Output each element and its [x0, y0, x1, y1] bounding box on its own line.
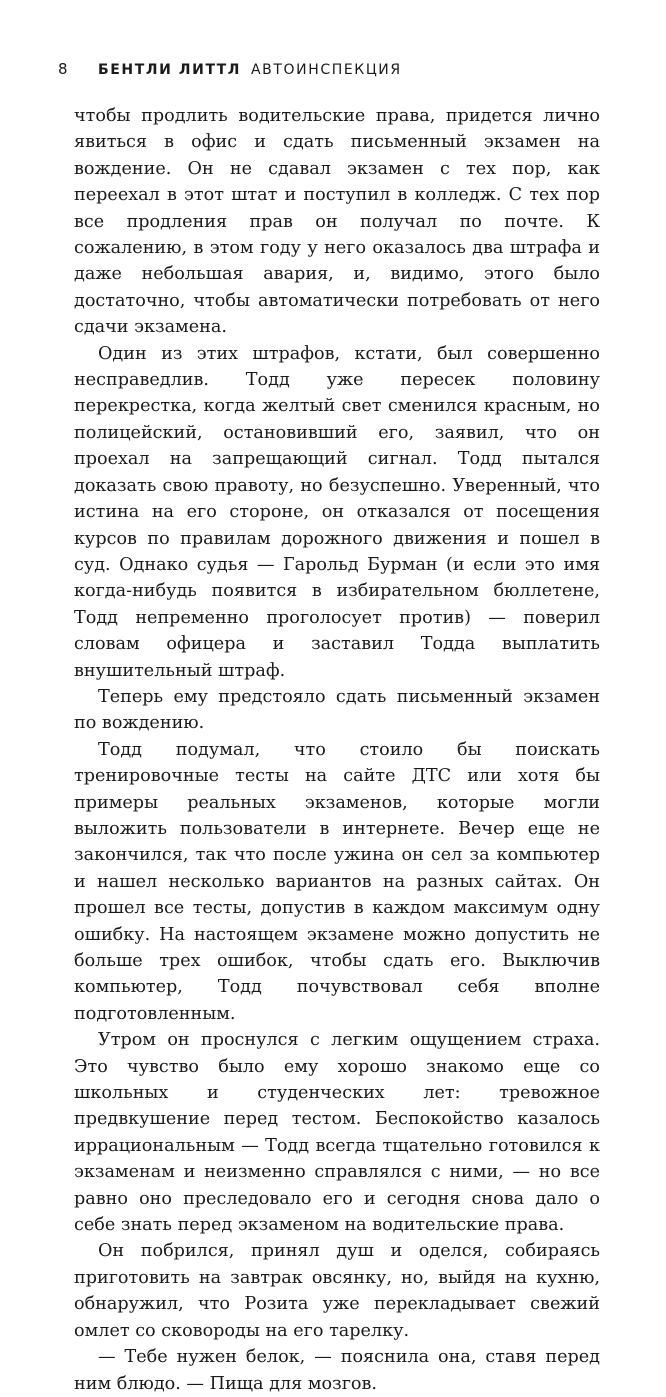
dialogue-paragraph: — Тебе нужен белок, — пояснила она, ставя перед ним блюдо. — Пища для мозгов.	[74, 1347, 600, 1394]
paragraph: Теперь ему предстояло сдать письменный экзамен по вождению.	[74, 686, 600, 734]
paragraph-continued: чтобы продлить водительские права, придется лично явиться в офис и сдать письменный экзамен на вождение. Он не сдавал экзамен с тех пор, как переехал в этот штат и поступил в колледж. С тех пор все продления прав он получал по почте. К сожалению, в этом году у него оказалось два штрафа и даже небольшая авария, и, видимо, этого было достаточно, чтобы автоматически потребовать от него сдачи экзамена.	[74, 106, 600, 338]
paragraph: Тодд подумал, что стоило бы поискать тренировочные тесты на сайте ДТС или хотя бы примеры реальных экзаменов, которые могли выложить пользователи в интернете. Вечер еще не закончился, так что после ужина он сел за компьютер и нашел несколько вариантов на разных сайтах. Он прошел все тесты, допустив в каждом максимум одну ошибку. На настоящем экзамене можно допустить не больше трех ошибок, чтобы сдать его. Выключив компьютер, Тодд почувствовал себя вполне подготовленным.	[74, 739, 600, 1024]
header-author: БЕНТЛИ ЛИТТЛ	[98, 62, 241, 78]
paragraph: Один из этих штрафов, кстати, был совершенно несправедлив. Тодд уже пересек половину перекрестка, когда желтый свет сменился красным, но полицейский, остановивший его, заявил, что он проехал на запрещающий сигнал. Тодд пытался доказать свою правоту, но безуспешно. Уверенный, что истина на его стороне, он отказался от посещения курсов по правилам дорожного движения и пошел в суд. Однако судья — Гарольд Бурман (и если это имя когда-нибудь появится в избирательном бюллетене, Тодд непременно проголосует против) — поверил словам офицера и заставил Тодда выплатить внушительный штраф.	[74, 343, 600, 681]
page-number: 8	[58, 60, 68, 78]
paragraph: Утром он проснулся с легким ощущением страха. Это чувство было ему хорошо знакомо еще со школьных и студенческих лет: тревожное предвкушение перед тестом. Беспокойство казалось иррациональным — Тодд всегда тщательно готовился к экзаменам и неизменно справлялся с ними, — но все равно оно преследовало его и сегодня снова дало о себе знать перед экзаменом на водительские права.	[74, 1030, 600, 1236]
header-title: АВТОИНСПЕКЦИЯ	[251, 62, 402, 78]
paragraph: Он побрился, принял душ и оделся, собираясь приготовить на завтрак овсянку, но, выйдя на кухню, обнаружил, что Розита уже перекладывает свежий омлет со сковороды на его тарелку.	[74, 1241, 600, 1341]
running-header	[58, 60, 402, 80]
body-text	[74, 103, 600, 1397]
